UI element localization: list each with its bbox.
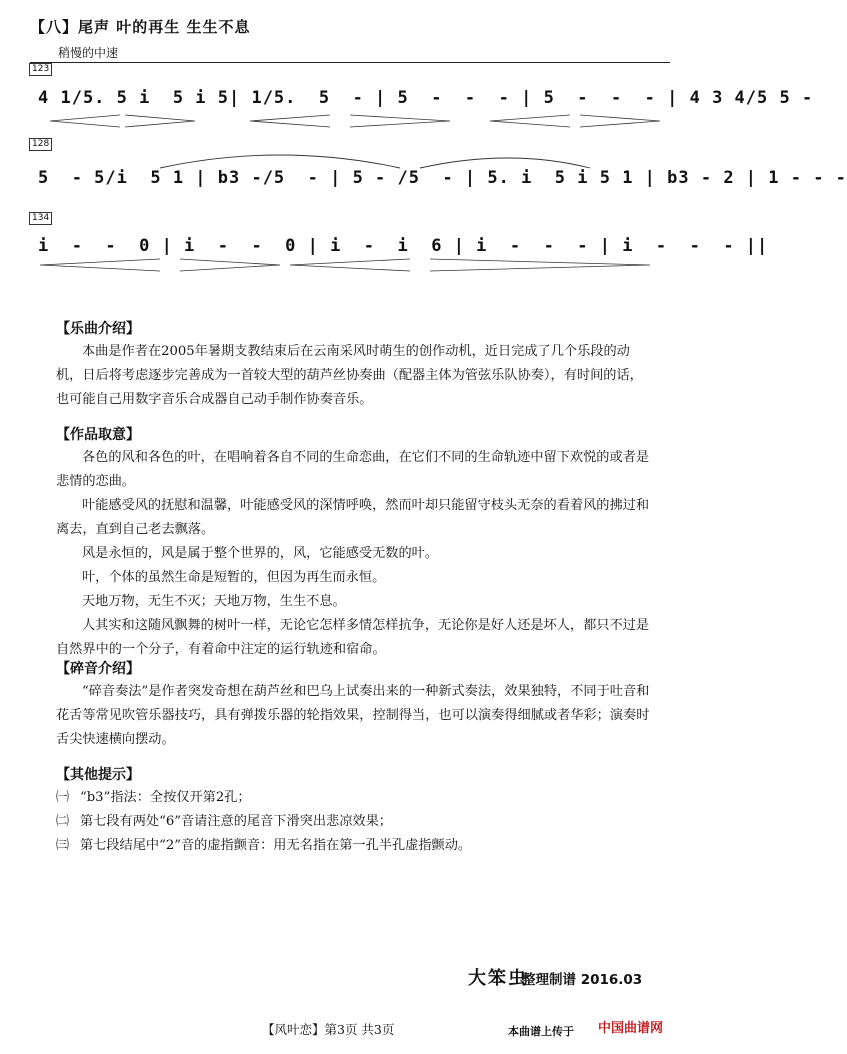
tip-marker: ㈡	[56, 814, 70, 829]
system-top-rule	[30, 62, 670, 63]
tempo-marking: 稍慢的中速	[58, 46, 119, 60]
tip-text: “b3”指法：全按仅开第2孔；	[80, 790, 251, 805]
notation-line: i - - 0 | i - - 0 | i - i 6 | i - - - | i - - - ||	[38, 236, 769, 256]
site-logo[interactable]: 中国曲谱网	[598, 1021, 664, 1036]
page-footer: 【风叶恋】第3页 共3页	[262, 1022, 395, 1037]
credit-label: 整理制谱 2016.03	[522, 972, 643, 988]
technique-heading: 【碎音介绍】	[56, 661, 140, 677]
measure-number: 128	[29, 138, 52, 151]
tip-text: 第七段有两处“6”音请注意的尾音下滑突出悲凉效果；	[80, 814, 392, 829]
dynamics-hairpins	[30, 258, 670, 272]
meaning-paragraph: 人其实和这随风飘舞的树叶一样，无论它怎样多情怎样抗争，无论你是好人还是坏人，都只不过是自然界中的一个分子，有着命中注定的运行轨迹和宿命。	[56, 618, 650, 657]
upload-note: 本曲谱上传于	[508, 1025, 574, 1038]
meaning-paragraph: 各色的风和各色的叶，在唱响着各自不同的生命恋曲，在它们不同的生命轨迹中留下欢悦的或者是悲情的恋曲。	[56, 450, 650, 489]
score-system-3	[30, 212, 769, 274]
dynamics-hairpins	[30, 114, 670, 128]
section-title: 【八】尾声 叶的再生 生生不息	[30, 18, 251, 36]
measure-number: 134	[29, 212, 52, 225]
meaning-paragraph: 风是永恒的，风是属于整个世界的，风，它能感受无数的叶。	[82, 546, 439, 561]
notation-line: 5 - 5/i 5 1 | b3 -/5 - | 5 - /5 - | 5. i 5 i 5 1 | b3 - 2 | 1 - - -	[38, 168, 847, 188]
meaning-paragraph: 叶能感受风的抚慰和温馨，叶能感受风的深情呼唤，然而叶却只能留守枝头无奈的看着风的拂过和离去，直到自己老去飘落。	[56, 498, 650, 537]
tips-heading: 【其他提示】	[56, 767, 140, 783]
meaning-heading: 【作品取意】	[56, 427, 140, 443]
measure-number: 123	[29, 63, 52, 76]
score-system-2	[30, 138, 847, 206]
tip-marker: ㈢	[56, 838, 70, 853]
tip-marker: ㈠	[56, 790, 70, 805]
slur-marks	[30, 146, 670, 170]
meaning-paragraph: 天地万物，无生不灭；天地万物，生生不息。	[82, 594, 346, 609]
author-signature: 大笨虫	[468, 968, 528, 989]
technique-text: “碎音奏法”是作者突发奇想在葫芦丝和巴乌上试奏出来的一种新式奏法，效果独特，不同于吐音和花舌等常见吹管乐器技巧，具有弹拨乐器的轮指效果，控制得当，也可以演奏得细腻或者华彩；演奏时舌尖快速横向摆动。	[56, 684, 650, 747]
meaning-paragraph: 叶，个体的虽然生命是短暂的，但因为再生而永恒。	[82, 570, 386, 585]
score-system-1	[30, 62, 814, 132]
intro-text: 本曲是作者在2005年暑期支教结束后在云南采风时萌生的创作动机，近日完成了几个乐段的动机，日后将考虑逐步完善成为一首较大型的葫芦丝协奏曲（配器主体为管弦乐队协奏），有时间的话，也可能自己用数字音乐合成器自己动手制作协奏音乐。	[56, 344, 643, 407]
notation-line: 4 1/5. 5 i 5 i 5| 1/5. 5 - | 5 - - - | 5 - - - | 4 3 4/5 5 -	[38, 88, 814, 108]
tip-text: 第七段结尾中“2”音的虚指颤音：用无名指在第一孔半孔虚指颤动。	[80, 838, 472, 853]
intro-heading: 【乐曲介绍】	[56, 321, 140, 337]
